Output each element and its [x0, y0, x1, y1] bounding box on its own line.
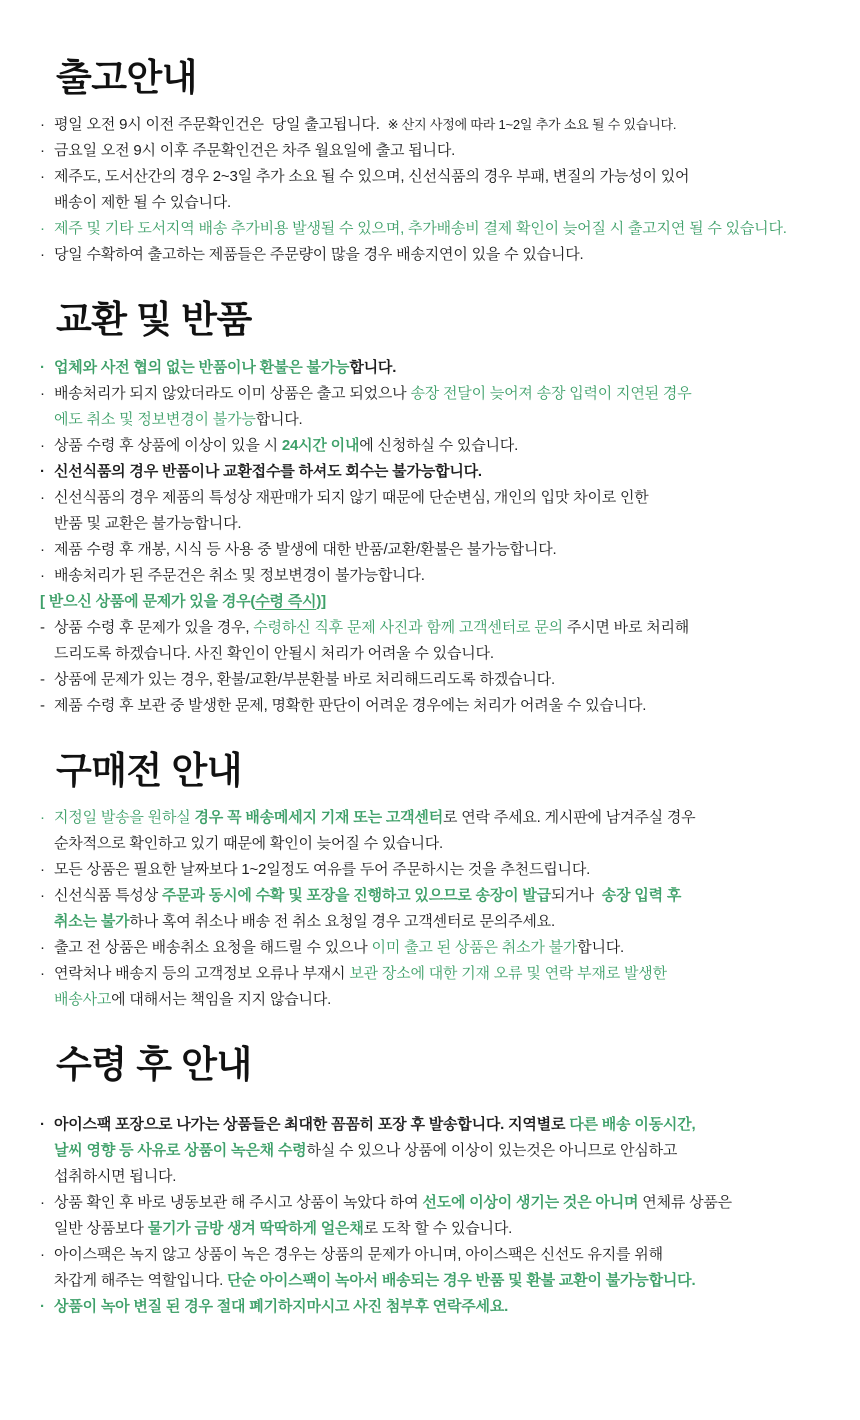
text-segment: 제주도, 도서산간의 경우 2~3일 추가 소요 될 수 있으며, 신선식품의 경우 부패, 변질의 가능성이 있어 — [54, 168, 690, 186]
text-segment: 취소는 불가 — [54, 913, 130, 931]
text-segment: 제품 수령 후 개봉, 시식 등 사용 중 발생에 대한 반품/교환/환불은 불가능합니다. — [54, 540, 557, 558]
text-segment: 배송사고 — [54, 991, 112, 1009]
notice-list — [40, 1112, 834, 1320]
text-segment: 물기가 금방 생겨 딱딱하게 얼은채 — [147, 1219, 364, 1237]
bullet-dot-marker: · — [40, 246, 45, 264]
list-item — [40, 883, 834, 935]
text-segment: 송장 입력 후 — [601, 887, 682, 905]
list-item — [40, 537, 834, 563]
bullet-dot-marker: · — [40, 1193, 45, 1211]
list-item — [40, 381, 834, 433]
section-exchange-and-returns — [40, 298, 834, 718]
bullet-dash-marker: - — [40, 618, 45, 636]
list-item — [40, 459, 834, 485]
text-segment: 연체류 상품은 — [638, 1193, 732, 1211]
text-segment: 경우 꼭 배송메세지 기재 또는 고객센터 — [194, 809, 443, 827]
text-segment: 합니다. — [349, 358, 397, 376]
list-item — [40, 961, 834, 1013]
bullet-dot-marker: · — [40, 1115, 45, 1133]
list-item — [40, 1242, 834, 1294]
bullet-dot-marker: · — [40, 566, 45, 584]
text-segment: 배송처리가 된 주문건은 취소 및 정보변경이 불가능합니다. — [54, 566, 425, 584]
list-item — [40, 485, 834, 537]
bullet-dot-marker: · — [40, 116, 45, 134]
text-segment: 수령 즉시 — [255, 592, 317, 610]
text-segment: [ 받으신 상품에 문제가 있을 경우( — [40, 592, 256, 610]
text-segment: 출고 전 상품은 배송취소 요청을 해드릴 수 있으나 — [54, 939, 372, 957]
text-segment: 이미 출고 된 상품은 취소가 불가 — [371, 939, 578, 957]
text-segment: 업체와 사전 협의 없는 반품이나 환불은 불가능 — [54, 358, 350, 376]
list-item — [40, 1190, 834, 1242]
list-item — [40, 112, 834, 138]
bullet-dot-marker: · — [40, 462, 45, 480]
notice-list — [40, 112, 834, 268]
text-segment: 선도에 이상이 생기는 것은 아니며 — [422, 1193, 639, 1211]
text-segment: 아이스팩 포장으로 나가는 상품들은 최대한 꼼꼼히 포장 후 발송합니다. 지역별로 — [54, 1115, 570, 1133]
list-item — [40, 1112, 834, 1190]
bullet-dot-marker: · — [40, 1297, 45, 1315]
bullet-dot-marker: · — [40, 220, 45, 238]
list-item — [40, 615, 834, 667]
text-segment: 에도 취소 및 정보변경이 불가능 — [54, 410, 256, 428]
text-segment: 배송처리가 되지 않았더라도 이미 상품은 출고 되었으나 — [54, 384, 411, 402]
text-segment: 되거나 — [550, 887, 602, 905]
list-item — [40, 355, 834, 381]
text-segment: ※ 산지 사정에 따라 1~2일 추가 소요 될 수 있습니다. — [387, 117, 677, 133]
list-item — [40, 138, 834, 164]
list-item — [40, 805, 834, 857]
text-segment: 신선식품의 경우 제품의 특성상 재판매가 되지 않기 때문에 단순변심, 개인의 입맛 차이로 인한 — [54, 488, 649, 506]
text-segment: 송장 전달이 늦어져 송장 입력이 지연된 경우 — [410, 384, 692, 402]
text-segment: 일반 상품보다 — [54, 1219, 148, 1237]
text-segment: 모든 상품은 필요한 날짜보다 1~2일정도 여유를 두어 주문하시는 것을 추천드립니다. — [54, 861, 591, 879]
text-segment: 상품이 녹아 변질 된 경우 절대 폐기하지마시고 사진 첨부후 연락주세요. — [54, 1297, 509, 1315]
bullet-dot-marker: · — [40, 142, 45, 160]
text-segment: 로 도착 할 수 있습니다. — [363, 1219, 513, 1237]
text-segment: 주시면 바로 처리해 — [562, 618, 690, 636]
section-title: 수령 후 안내 — [56, 1044, 252, 1086]
section-shipping-guide — [40, 56, 834, 268]
text-segment: 주문과 동시에 수확 및 포장을 진행하고 있으므로 송장이 발급 — [161, 887, 551, 905]
text-segment: 차갑게 해주는 역할입니다. — [54, 1271, 228, 1289]
text-segment: 합니다. — [255, 410, 303, 428]
text-segment: 연락처나 배송지 등의 고객정보 오류나 부재시 — [54, 965, 350, 983]
text-segment: 날씨 영향 등 사유로 상품이 녹은채 수령 — [54, 1141, 307, 1159]
text-segment: )] — [316, 592, 326, 610]
text-segment: 단순 아이스팩이 녹아서 배송되는 경우 반품 및 환불 교환이 불가능합니다. — [227, 1271, 696, 1289]
list-item — [40, 563, 834, 589]
text-segment: 제품 수령 후 보관 중 발생한 문제, 명확한 판단이 어려운 경우에는 처리가 어려울 수 있습니다. — [54, 696, 647, 714]
text-segment: 상품 수령 후 문제가 있을 경우, — [54, 618, 254, 636]
notice-list — [40, 355, 834, 719]
bullet-dot-marker: · — [40, 384, 45, 402]
text-segment: 제주 및 기타 도서지역 배송 추가비용 발생될 수 있으며, 추가배송비 결제 확인이 늦어질 시 출고지연 될 수 있습니다. — [54, 220, 787, 238]
text-segment: 당일 수확하여 출고하는 제품들은 주문량이 많을 경우 배송지연이 있을 수 있습니다. — [54, 246, 584, 264]
bullet-dot-marker: · — [40, 809, 45, 827]
text-segment: 아이스팩은 녹지 않고 상품이 녹은 경우는 상품의 문제가 아니며, 아이스팩은 신선도 유지를 위해 — [54, 1245, 663, 1263]
text-segment: 신선식품의 경우 반품이나 교환접수를 하셔도 회수는 불가능합니다. — [54, 462, 482, 480]
notice-page — [40, 56, 834, 1320]
section-pre-purchase-guide — [40, 749, 834, 1013]
text-segment: 하나 혹여 취소나 배송 전 취소 요청일 경우 고객센터로 문의주세요. — [129, 913, 555, 931]
list-item — [40, 693, 834, 719]
bullet-dash-marker: - — [40, 696, 45, 714]
text-segment: 24시간 이내 — [281, 436, 360, 454]
text-segment: 상품에 문제가 있는 경우, 환불/교환/부분환불 바로 처리해드리도록 하겠습니다. — [54, 670, 555, 688]
bullet-dot-marker: · — [40, 168, 45, 186]
text-segment: 금요일 오전 9시 이후 주문확인건은 차주 월요일에 출고 됩니다. — [54, 142, 456, 160]
text-segment: 드리도록 하겠습니다. 사진 확인이 안될시 처리가 어려울 수 있습니다. — [54, 644, 494, 662]
text-segment: 상품 확인 후 바로 냉동보관 해 주시고 상품이 녹았다 하여 — [54, 1193, 423, 1211]
bullet-dot-marker: · — [40, 861, 45, 879]
bullet-dot-marker: · — [40, 540, 45, 558]
bullet-dash-marker: - — [40, 670, 45, 688]
bullet-dot-marker: · — [40, 965, 45, 983]
text-segment: 수령하신 직후 문제 사진과 함께 고객센터로 문의 — [253, 618, 563, 636]
text-segment: 배송이 제한 될 수 있습니다. — [54, 194, 232, 212]
list-item — [40, 1294, 834, 1320]
bullet-dot-marker: · — [40, 358, 45, 376]
text-segment: 순차적으로 확인하고 있기 때문에 확인이 늦어질 수 있습니다. — [54, 835, 443, 853]
notice-list — [40, 805, 834, 1013]
text-segment: 에 신청하실 수 있습니다. — [359, 436, 519, 454]
bullet-dot-marker: · — [40, 488, 45, 506]
text-segment: 다른 배송 이동시간, — [569, 1115, 696, 1133]
section-title: 구매전 안내 — [56, 749, 242, 791]
list-item — [40, 216, 834, 242]
list-item — [40, 589, 834, 615]
text-segment: 신선식품 특성상 — [54, 887, 162, 905]
text-segment: 지정일 발송을 원하실 — [54, 809, 195, 827]
bullet-dot-marker: · — [40, 436, 45, 454]
list-item — [40, 857, 834, 883]
section-title: 교환 및 반품 — [56, 299, 252, 341]
list-item — [40, 935, 834, 961]
bullet-dot-marker: · — [40, 1245, 45, 1263]
list-item — [40, 433, 834, 459]
text-segment: 에 대해서는 책임을 지지 않습니다. — [111, 991, 332, 1009]
text-segment: 상품 수령 후 상품에 이상이 있을 시 — [54, 436, 282, 454]
text-segment: 반품 및 교환은 불가능합니다. — [54, 514, 242, 532]
text-segment: 하실 수 있으나 상품에 이상이 있는것은 아니므로 안심하고 — [306, 1141, 678, 1159]
list-item — [40, 242, 834, 268]
section-after-receipt-guide — [40, 1043, 834, 1319]
text-segment: 로 연락 주세요. 게시판에 남겨주실 경우 — [443, 809, 696, 827]
text-segment: 합니다. — [577, 939, 624, 957]
list-item — [40, 667, 834, 693]
bullet-dot-marker: · — [40, 887, 45, 905]
text-segment: 보관 장소에 대한 기재 오류 및 연락 부재로 발생한 — [349, 965, 667, 983]
section-title: 출고안내 — [56, 57, 197, 98]
list-item — [40, 164, 834, 216]
text-segment: 섭취하시면 됩니다. — [54, 1167, 177, 1185]
bullet-dot-marker: · — [40, 939, 45, 957]
text-segment: 평일 오전 9시 이전 주문확인건은 당일 출고됩니다. — [54, 116, 388, 134]
